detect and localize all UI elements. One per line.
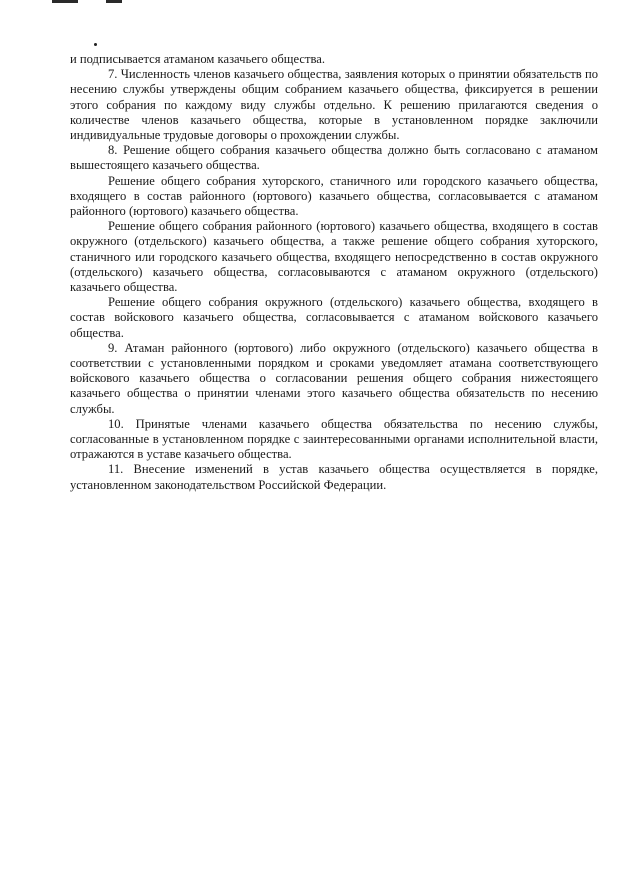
paragraph-8-district: Решение общего собрания районного (юртового) казачьего общества, входящего в состав окружного (отдельского) казачьего общества, а также решение общего собрания хуторского, станичного или городского казачьего общества, входящего непосредственно в состав окружного (отдельского) казачьего общества, согласовываются с атаманом окружного (отдельского) казачьего общества. — [70, 219, 598, 295]
paragraph-11: 11. Внесение изменений в устав казачьего общества осуществляется в порядке, установленном законодательством Российской Федерации. — [70, 462, 598, 492]
paragraph-8-khutor: Решение общего собрания хуторского, станичного или городского казачьего общества, входящего в состав районного (юртового) казачьего общества, согласовывается с атаманом районного (юртового) казачьего общества. — [70, 173, 598, 219]
document-body — [70, 52, 598, 493]
paragraph-8-okrug: Решение общего собрания окружного (отдельского) казачьего общества, входящего в состав войскового казачьего общества, согласовывается с атаманом войскового казачьего общества. — [70, 295, 598, 340]
scan-artifact — [52, 0, 132, 6]
paragraph-7: 7. Численность членов казачьего общества, заявления которых о принятии обязательств по несению службы утверждены общим собранием казачьего общества, фиксируется в решении этого собрания по каждому виду службы отдельно. К решению прилагаются сведения о количестве членов казачьего общества, которые в установленном порядке заключили индивидуальные трудовые договоры о прохождении службы. — [70, 67, 598, 143]
paragraph-9: 9. Атаман районного (юртового) либо окружного (отдельского) казачьего общества в соответствии с установленными порядком и сроками уведомляет атамана соответствующего войскового казачьего общества о согласовании решения общего собрания нижестоящего казачьего общества о принятии членами этого казачьего общества обязательств по несению службы. — [70, 340, 598, 416]
paragraph-continuation: и подписывается атаманом казачьего общества. — [70, 52, 326, 66]
scan-speck — [94, 43, 97, 46]
paragraph-8: 8. Решение общего собрания казачьего общества должно быть согласовано с атаманом вышестоящего казачьего общества. — [70, 143, 598, 173]
paragraph-10: 10. Принятые членами казачьего общества обязательства по несению службы, согласованные в установленном порядке с заинтересованными органами исполнительной власти, отражаются в уставе казачьего общества. — [70, 416, 598, 462]
